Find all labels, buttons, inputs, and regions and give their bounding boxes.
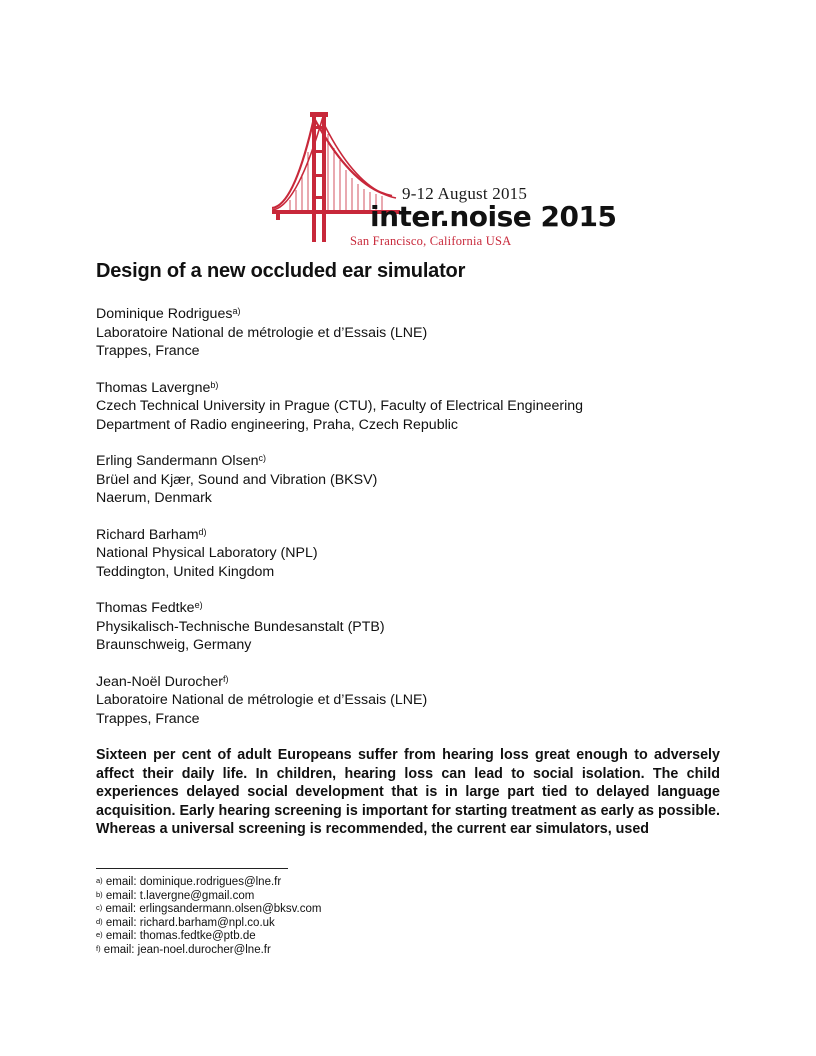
- author-block: [96, 526, 736, 582]
- affiliation-line: Brüel and Kjær, Sound and Vibration (BKSV): [96, 471, 378, 488]
- affiliation-line: Teddington, United Kingdom: [96, 563, 275, 580]
- affiliation-line: Department of Radio engineering, Praha, Czech Republic: [96, 416, 458, 433]
- author-name: Thomas Lavergne$^{b)}$: [96, 379, 219, 396]
- author-name: Dominique Rodrigues$^{a)}$: [96, 306, 241, 322]
- conference-dates: 9-12 August 2015: [402, 184, 528, 203]
- author-name: Erling Sandermann Olsen$^{c)}$: [96, 453, 266, 469]
- footnote: $^{d)}$ email: richard.barham@npl.co.uk: [96, 916, 275, 929]
- conference-name: inter.noise 2015: [370, 200, 617, 233]
- affiliation-line: Trappes, France: [96, 710, 200, 727]
- author-name: Jean-Noël Durocher$^{f)}$: [96, 673, 229, 690]
- affiliation-line: Laboratoire National de métrologie et d’Essais (LNE): [96, 692, 428, 708]
- footnote-marker: a): [232, 306, 241, 316]
- paper-title: Design of a new occluded ear simulator: [96, 260, 466, 282]
- footnote-marker: e): [194, 600, 203, 610]
- footnote: $^{b)}$ email: t.lavergne@gmail.com: [96, 889, 255, 902]
- author-list: [96, 305, 736, 746]
- footnote-marker: f): [222, 673, 229, 684]
- author-block: [96, 673, 736, 729]
- author-block: [96, 305, 736, 361]
- affiliation-line: Physikalisch-Technische Bundesanstalt (PTB): [96, 618, 385, 635]
- affiliation-line: Laboratoire National de métrologie et d’Essais (LNE): [96, 324, 428, 341]
- footnote: $^{c)}$ email: erlingsandermann.olsen@bksv.com: [96, 903, 322, 916]
- abstract: Sixteen per cent of adult Europeans suffer from hearing loss great enough to adversely affect their daily life. In children, hearing loss can lead to social isolation. The child experiences delayed social development that is in large part tied to delayed language acquisition. Early hearing screening is important for starting treatment as early as possible. Whereas a universal screening is recommended, the current ear simulators, used: [96, 747, 720, 838]
- author-block: [96, 452, 736, 508]
- footnote-divider: [96, 868, 288, 869]
- conference-location: San Francisco, California USA: [350, 234, 512, 248]
- footnote-marker: b): [210, 379, 219, 390]
- conference-logo: [272, 112, 617, 252]
- affiliation-line: Naerum, Denmark: [96, 490, 212, 506]
- footnote-marker: c): [258, 453, 266, 463]
- footnote: $^{e)}$ email: thomas.fedtke@ptb.de: [96, 930, 256, 943]
- affiliation-line: National Physical Laboratory (NPL): [96, 545, 318, 561]
- author-name: Thomas Fedtke$^{e)}$: [96, 600, 203, 616]
- affiliation-line: Trappes, France: [96, 343, 200, 359]
- footnote-marker: d): [198, 526, 207, 537]
- author-name: Richard Barham$^{d)}$: [96, 526, 207, 543]
- footnote: $^{f)}$ email: jean-noel.durocher@lne.fr: [96, 943, 271, 956]
- footnotes: [96, 876, 321, 958]
- affiliation-line: Braunschweig, Germany: [96, 637, 252, 653]
- affiliation-line: Czech Technical University in Prague (CTU), Faculty of Electrical Engineering: [96, 398, 584, 414]
- author-block: [96, 599, 736, 655]
- author-block: [96, 379, 736, 435]
- footnote: $^{a)}$ email: dominique.rodrigues@lne.fr: [96, 876, 282, 888]
